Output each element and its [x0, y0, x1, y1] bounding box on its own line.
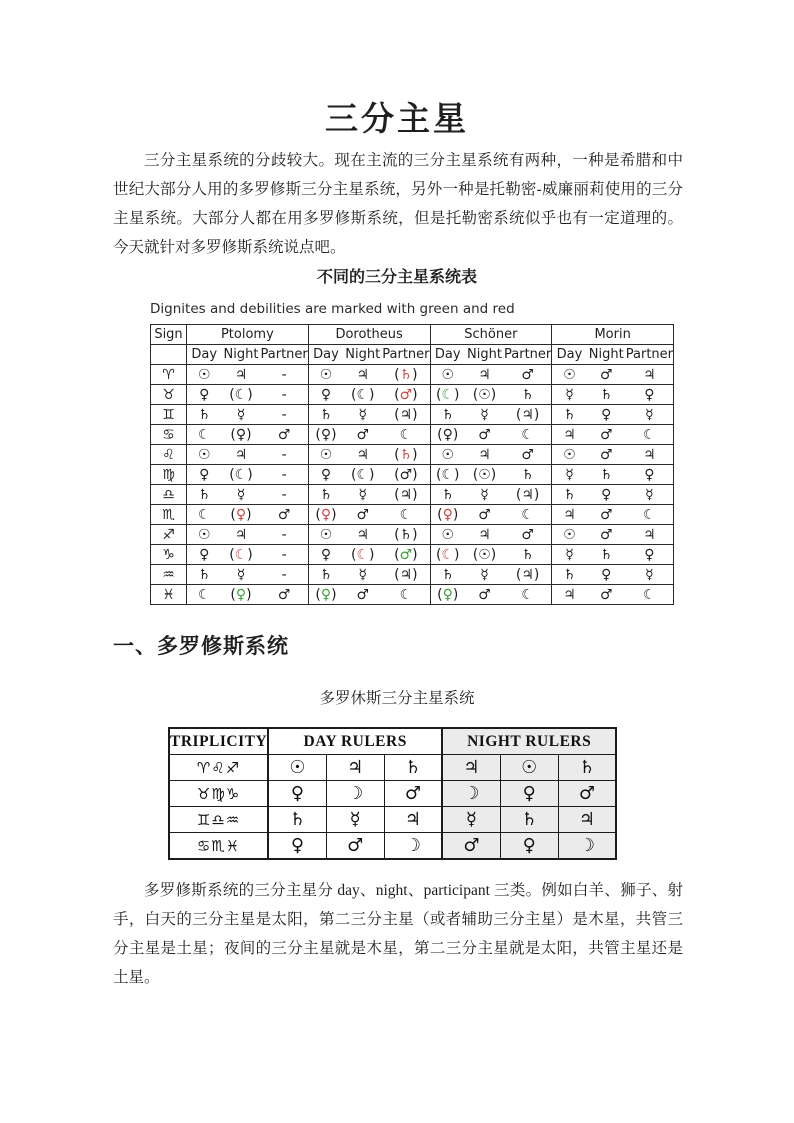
day-ruler-cell: ♃ [384, 807, 442, 833]
night-ruler-cell: ☿ [442, 807, 500, 833]
planet-cell: ♄ [587, 465, 626, 485]
planet-symbol: ♀ [442, 426, 453, 443]
planet-cell: ☿ [626, 565, 674, 585]
planet-cell: (♀) [430, 585, 465, 605]
planet-cell: (♀) [222, 585, 261, 605]
planet-cell: ☿ [222, 565, 261, 585]
planet-cell: (☾) [430, 385, 465, 405]
planet-symbol: ☾ [356, 546, 370, 563]
zodiac-row [151, 465, 674, 485]
planet-symbol: ♀ [320, 426, 332, 443]
planet-symbol: ♃ [521, 486, 534, 503]
planet-cell: (♂) [382, 545, 430, 565]
planet-cell: - [261, 445, 309, 465]
zodiac-sign-cell: ♑ [151, 545, 187, 565]
zodiac-sign-cell: ♍ [151, 465, 187, 485]
planet-cell: ☾ [626, 425, 674, 445]
planet-cell: ☿ [465, 565, 504, 585]
subheader-partner: Partner [382, 345, 430, 365]
planet-symbol: ♃ [521, 406, 534, 423]
day-ruler-cell: ♂ [326, 833, 384, 860]
planet-cell: ♃ [465, 365, 504, 385]
planet-cell: (♀) [308, 585, 343, 605]
triplicity-signs-cell: ♈♌♐ [169, 755, 268, 781]
planet-cell: ♄ [504, 385, 552, 405]
planet-symbol: ♀ [320, 586, 332, 603]
zodiac-row [151, 405, 674, 425]
zodiac-sign-cell: ♏ [151, 505, 187, 525]
planet-cell: ♄ [187, 485, 222, 505]
planet-cell: ♀ [587, 485, 626, 505]
t2-header-row [169, 728, 616, 755]
night-ruler-cell: ♄ [558, 755, 616, 781]
triplicity-row [169, 833, 616, 860]
day-ruler-cell: ♂ [384, 781, 442, 807]
planet-cell: ♄ [552, 565, 587, 585]
day-ruler-cell: ☽ [384, 833, 442, 860]
triplicity-row [169, 781, 616, 807]
planet-cell: ♂ [587, 425, 626, 445]
planet-cell: ☉ [430, 525, 465, 545]
planet-cell: ♂ [587, 585, 626, 605]
planet-cell: ♄ [187, 405, 222, 425]
planet-cell: ♀ [308, 545, 343, 565]
planet-cell: ♄ [504, 465, 552, 485]
planet-symbol: ♀ [235, 506, 247, 523]
planet-symbol: ☾ [441, 546, 455, 563]
planet-cell: ☉ [308, 445, 343, 465]
planet-cell: (♀) [222, 505, 261, 525]
planet-cell: (♀) [222, 425, 261, 445]
planet-symbol: ☾ [234, 466, 248, 483]
day-ruler-cell: ♀ [268, 833, 326, 860]
planet-cell: ♂ [587, 525, 626, 545]
dorotheus-triplicity-table [168, 727, 617, 860]
planet-cell: ☿ [222, 485, 261, 505]
sign-column-header: Sign [151, 325, 187, 345]
planet-cell: ♂ [504, 445, 552, 465]
planet-cell: (☉) [465, 385, 504, 405]
planet-cell: ♄ [587, 385, 626, 405]
night-ruler-cell: ♀ [500, 781, 558, 807]
dorotheus-table-body [169, 755, 616, 860]
night-ruler-cell: ♂ [442, 833, 500, 860]
planet-cell: (♃) [382, 405, 430, 425]
planet-cell: (☾) [222, 545, 261, 565]
planet-cell: ♂ [587, 365, 626, 385]
planet-cell: ♂ [587, 445, 626, 465]
planet-symbol: ♀ [442, 506, 453, 523]
planet-cell: ☾ [626, 585, 674, 605]
planet-symbol: ☾ [356, 466, 370, 483]
planet-cell: - [261, 545, 309, 565]
zodiac-sign-cell: ♎ [151, 485, 187, 505]
planet-cell: ☾ [382, 505, 430, 525]
planet-cell: ♂ [261, 585, 309, 605]
planet-cell: (♀) [430, 425, 465, 445]
planet-symbol: ♃ [399, 566, 413, 583]
planet-cell: ☿ [222, 405, 261, 425]
planet-symbol: ♄ [399, 366, 413, 383]
planet-cell: (♀) [308, 425, 343, 445]
planet-cell: ☾ [187, 585, 222, 605]
planet-symbol: ♀ [235, 586, 247, 603]
planet-cell: ☉ [552, 525, 587, 545]
planet-symbol: ♀ [442, 586, 453, 603]
day-ruler-cell: ☿ [326, 807, 384, 833]
planet-cell: - [261, 525, 309, 545]
planet-cell: ♃ [343, 525, 382, 545]
planet-cell: ♃ [343, 365, 382, 385]
planet-symbol: ☉ [478, 546, 491, 563]
planet-cell: (♀) [308, 505, 343, 525]
subheader-day: Day [187, 345, 222, 365]
planet-cell: ☾ [504, 505, 552, 525]
planet-cell: ☾ [187, 505, 222, 525]
comparison-table-caption: 不同的三分主星系统表 [316, 269, 477, 286]
planet-cell: ♃ [626, 445, 674, 465]
explanation-paragraph: 多罗修斯系统的三分主星分 day、night、participant 三类。例如白羊、狮子、射手，白天的三分主星是太阳，第二三分主星（或者辅助三分主星）是木星，共管三分主星是土星；夜间的三分主星就是木星，第二三分主星就是太阳，共管主星还是土星。 [113, 882, 683, 986]
planet-symbol: ☾ [234, 546, 248, 563]
planet-cell: ♄ [430, 565, 465, 585]
planet-symbol: ♀ [235, 426, 247, 443]
subheader-night: Night [587, 345, 626, 365]
planet-symbol: ♀ [320, 506, 332, 523]
night-ruler-cell: ☽ [558, 833, 616, 860]
zodiac-row [151, 385, 674, 405]
subheader-partner: Partner [504, 345, 552, 365]
planet-cell: ☉ [308, 525, 343, 545]
planet-cell: ☿ [343, 485, 382, 505]
t2-header-triplicity: TRIPLICITY [169, 728, 268, 755]
planet-cell: ☉ [308, 365, 343, 385]
planet-cell: ♃ [343, 445, 382, 465]
planet-cell: ☿ [552, 385, 587, 405]
night-ruler-cell: ☽ [442, 781, 500, 807]
planet-cell: ♃ [222, 525, 261, 545]
planet-cell: ♄ [430, 405, 465, 425]
zodiac-sign-cell: ♌ [151, 445, 187, 465]
planet-symbol: ☾ [234, 386, 248, 403]
triplicity-comparison-table [150, 324, 674, 605]
planet-symbol: ♄ [399, 526, 413, 543]
zodiac-sign-cell: ♋ [151, 425, 187, 445]
planet-cell: ☉ [187, 445, 222, 465]
planet-cell: ☾ [187, 425, 222, 445]
planet-cell: (☾) [222, 385, 261, 405]
planet-cell: ♂ [261, 505, 309, 525]
planet-cell: ♃ [465, 525, 504, 545]
planet-cell: (♄) [382, 525, 430, 545]
planet-symbol: ♃ [399, 486, 413, 503]
day-ruler-cell: ♄ [268, 807, 326, 833]
zodiac-sign-cell: ♒ [151, 565, 187, 585]
planet-cell: ♀ [187, 545, 222, 565]
planet-cell: ☾ [504, 585, 552, 605]
subheader-night: Night [465, 345, 504, 365]
planet-cell: ♂ [587, 505, 626, 525]
planet-cell: (♄) [382, 365, 430, 385]
zodiac-row [151, 565, 674, 585]
planet-cell: ♄ [552, 405, 587, 425]
planet-cell: ☉ [430, 365, 465, 385]
planet-cell: ♀ [308, 465, 343, 485]
planet-symbol: ♂ [399, 546, 413, 563]
planet-cell: - [261, 385, 309, 405]
system-header-dorotheus: Dorotheus [308, 325, 430, 345]
system-header-morin: Morin [552, 325, 674, 345]
planet-cell: (♃) [504, 405, 552, 425]
planet-cell: ♂ [261, 425, 309, 445]
subheader-day: Day [430, 345, 465, 365]
planet-cell: (☉) [465, 465, 504, 485]
planet-cell: ♂ [343, 425, 382, 445]
night-ruler-cell: ☉ [500, 755, 558, 781]
planet-cell: ☉ [430, 445, 465, 465]
planet-cell: ☉ [187, 525, 222, 545]
planet-cell: ♀ [626, 545, 674, 565]
planet-cell: ☾ [626, 505, 674, 525]
planet-symbol: ♃ [399, 406, 413, 423]
night-ruler-cell: ♄ [500, 807, 558, 833]
triplicity-signs-cell: ♉♍♑ [169, 781, 268, 807]
dorotheus-table-caption: 多罗休斯三分主星系统 [319, 690, 475, 707]
planet-symbol: ☾ [356, 386, 370, 403]
planet-cell: (♂) [382, 465, 430, 485]
planet-cell: ☾ [504, 425, 552, 445]
day-ruler-cell: ☉ [268, 755, 326, 781]
zodiac-row [151, 525, 674, 545]
planet-cell: ☿ [343, 565, 382, 585]
planet-cell: ♄ [587, 545, 626, 565]
planet-cell: ♂ [343, 505, 382, 525]
planet-cell: ♂ [504, 365, 552, 385]
planet-cell: (☾) [222, 465, 261, 485]
planet-cell: ♄ [308, 565, 343, 585]
planet-cell: ☉ [552, 365, 587, 385]
planet-cell: (♃) [504, 565, 552, 585]
t2-header-day-rulers: DAY RULERS [268, 728, 442, 755]
planet-cell: ☉ [552, 445, 587, 465]
comparison-table-body [151, 365, 674, 605]
subheader-day: Day [308, 345, 343, 365]
planet-cell: (♂) [382, 385, 430, 405]
zodiac-row [151, 425, 674, 445]
planet-cell: (♃) [382, 485, 430, 505]
planet-cell: ♀ [587, 405, 626, 425]
day-ruler-cell: ♃ [326, 755, 384, 781]
planet-cell: ♀ [187, 465, 222, 485]
zodiac-row [151, 545, 674, 565]
planet-cell: (☾) [343, 465, 382, 485]
planet-cell: ♂ [465, 585, 504, 605]
night-ruler-cell: ♀ [500, 833, 558, 860]
night-ruler-cell: ♂ [558, 781, 616, 807]
planet-cell: - [261, 365, 309, 385]
planet-cell: - [261, 485, 309, 505]
planet-cell: ♂ [504, 525, 552, 545]
planet-symbol: ☾ [441, 386, 455, 403]
planet-cell: (☾) [430, 545, 465, 565]
zodiac-row [151, 365, 674, 385]
planet-cell: ♃ [222, 445, 261, 465]
zodiac-sign-cell: ♉ [151, 385, 187, 405]
zodiac-sign-cell: ♓ [151, 585, 187, 605]
night-ruler-cell: ♃ [442, 755, 500, 781]
day-ruler-cell: ♄ [384, 755, 442, 781]
sign-subheader-empty [151, 345, 187, 365]
planet-cell: ♂ [465, 505, 504, 525]
color-legend-note: Dignites and debilities are marked with green and red [150, 301, 515, 317]
zodiac-sign-cell: ♊ [151, 405, 187, 425]
planet-symbol: ♄ [399, 446, 413, 463]
planet-cell: ☾ [382, 585, 430, 605]
planet-cell: - [261, 405, 309, 425]
planet-cell: ☿ [343, 405, 382, 425]
planet-symbol: ☾ [441, 466, 455, 483]
planet-cell: ☾ [382, 425, 430, 445]
subheader-night: Night [222, 345, 261, 365]
triplicity-signs-cell: ♋♏♓ [169, 833, 268, 860]
system-header-ptolomy: Ptolomy [187, 325, 309, 345]
subheader-partner: Partner [626, 345, 674, 365]
zodiac-row [151, 585, 674, 605]
planet-symbol: ☉ [478, 386, 491, 403]
zodiac-row [151, 445, 674, 465]
day-ruler-cell: ♀ [268, 781, 326, 807]
planet-cell: ♂ [465, 425, 504, 445]
planet-symbol: ☉ [478, 466, 491, 483]
night-ruler-cell: ♃ [558, 807, 616, 833]
planet-cell: ☿ [552, 465, 587, 485]
planet-cell: ♃ [222, 365, 261, 385]
document-title: 三分主星 [325, 102, 469, 138]
planet-cell: (♃) [504, 485, 552, 505]
planet-cell: ☿ [626, 485, 674, 505]
planet-cell: ♂ [343, 585, 382, 605]
triplicity-row [169, 755, 616, 781]
planet-cell: ☿ [552, 545, 587, 565]
planet-cell: (☾) [430, 465, 465, 485]
t2-header-night-rulers: NIGHT RULERS [442, 728, 616, 755]
planet-cell: ☿ [465, 405, 504, 425]
triplicity-row [169, 807, 616, 833]
triplicity-signs-cell: ♊♎♒ [169, 807, 268, 833]
planet-cell: - [261, 465, 309, 485]
planet-cell: ♃ [552, 425, 587, 445]
subheader-row [151, 345, 674, 365]
planet-symbol: ♂ [399, 386, 413, 403]
subheader-partner: Partner [261, 345, 309, 365]
planet-cell: ♀ [587, 565, 626, 585]
section-heading: 一、多罗修斯系统 [113, 634, 289, 658]
planet-cell: ☉ [187, 365, 222, 385]
planet-cell: ♃ [552, 585, 587, 605]
planet-symbol: ♂ [399, 466, 413, 483]
planet-cell: ♃ [465, 445, 504, 465]
zodiac-row [151, 485, 674, 505]
zodiac-sign-cell: ♐ [151, 525, 187, 545]
planet-cell: ♀ [626, 385, 674, 405]
planet-cell: ♃ [626, 525, 674, 545]
zodiac-row [151, 505, 674, 525]
planet-cell: ♄ [430, 485, 465, 505]
planet-cell: ☿ [626, 405, 674, 425]
subheader-day: Day [552, 345, 587, 365]
planet-cell: (♀) [430, 505, 465, 525]
planet-cell: ♃ [626, 365, 674, 385]
planet-cell: (☾) [343, 385, 382, 405]
planet-cell: ♄ [308, 485, 343, 505]
system-header-row [151, 325, 674, 345]
planet-cell: ☿ [465, 485, 504, 505]
planet-cell: ♀ [187, 385, 222, 405]
system-header-schoner: Schöner [430, 325, 552, 345]
planet-cell: ♄ [504, 545, 552, 565]
planet-cell: ♀ [308, 385, 343, 405]
planet-cell: ♄ [187, 565, 222, 585]
subheader-night: Night [343, 345, 382, 365]
day-ruler-cell: ☽ [326, 781, 384, 807]
planet-cell: ♀ [626, 465, 674, 485]
planet-cell: ♃ [552, 505, 587, 525]
planet-cell: (♄) [382, 445, 430, 465]
intro-paragraph: 三分主星系统的分歧较大。现在主流的三分主星系统有两种，一种是希腊和中世纪大部分人用的多罗修斯三分主星系统，另外一种是托勒密-威廉丽莉使用的三分主星系统。大部分人都在用多罗修斯系统，但是托勒密系统似乎也有一定道理的。今天就针对多罗修斯系统说点吧。 [113, 152, 683, 256]
planet-cell: - [261, 565, 309, 585]
zodiac-sign-cell: ♈ [151, 365, 187, 385]
planet-cell: (☉) [465, 545, 504, 565]
planet-cell: (♃) [382, 565, 430, 585]
planet-cell: (☾) [343, 545, 382, 565]
planet-cell: ♄ [552, 485, 587, 505]
planet-symbol: ♃ [521, 566, 534, 583]
planet-cell: ♄ [308, 405, 343, 425]
